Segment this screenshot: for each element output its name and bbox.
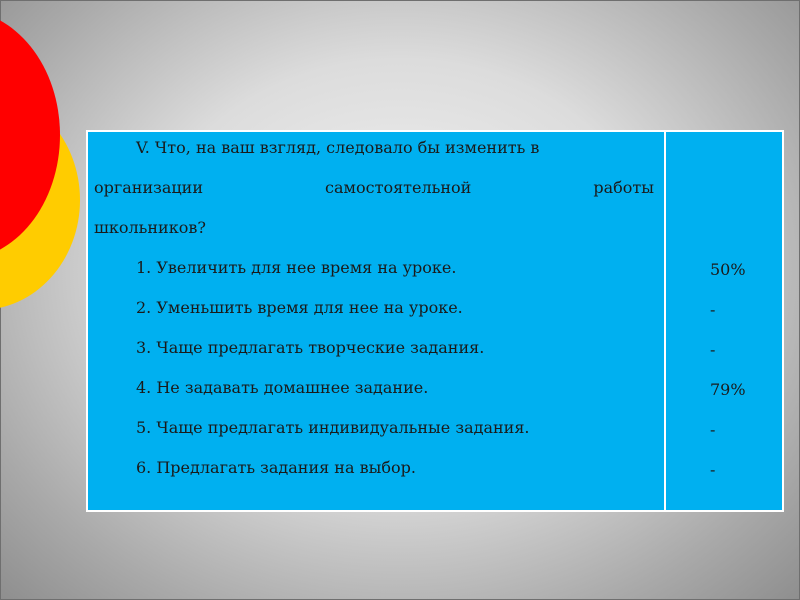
answer-value: - [710,340,716,359]
answer-list [710,260,746,500]
survey-table [86,130,784,512]
question-title-line: V. Что, на ваш взгляд, следовало бы изменить в [136,138,540,157]
option-item: 2. Уменьшить время для нее на уроке. [136,298,463,317]
question-line-3: школьников? [94,218,206,237]
question-word: организации [94,178,204,197]
answer-value: 79% [710,380,746,399]
answer-value: - [710,420,716,439]
option-item: 5. Чаще предлагать индивидуальные задания. [136,418,530,437]
option-item: 1. Увеличить для нее время на уроке. [136,258,457,277]
question-cell [88,132,666,510]
option-item: 3. Чаще предлагать творческие задания. [136,338,485,357]
option-item: 6. Предлагать задания на выбор. [136,458,416,477]
answer-cell [666,132,782,510]
question-line-2 [94,178,654,218]
answer-value: 50% [710,260,746,279]
answer-value: - [710,300,716,319]
answer-value: - [710,460,716,479]
question-word: работы [593,178,654,197]
option-item: 4. Не задавать домашнее задание. [136,378,429,397]
question-word: самостоятельной [325,178,472,197]
